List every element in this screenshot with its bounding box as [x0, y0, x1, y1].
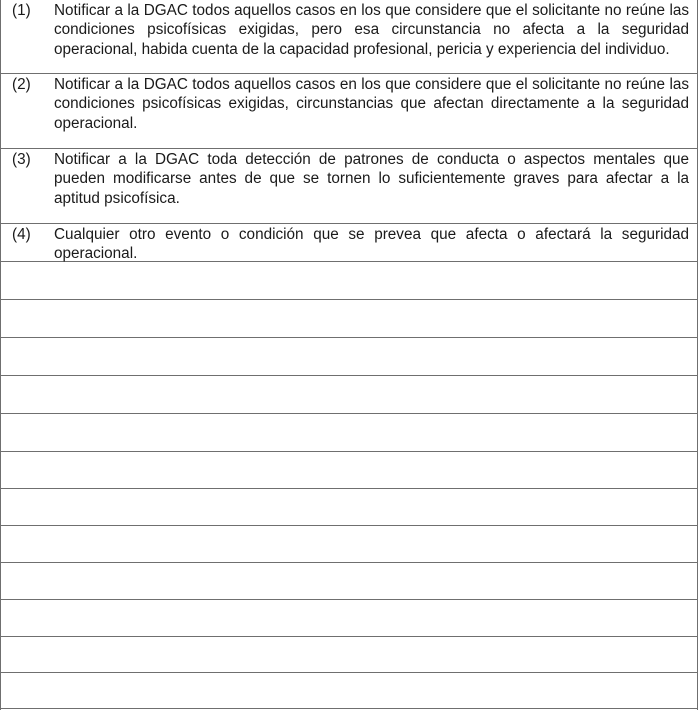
item-text: Notificar a la DGAC toda detección de patrones de conducta o aspectos mentales que pueden modificarse antes de que se tornen lo suficientemente graves para afectar a la aptitud psicofísica.: [54, 151, 689, 207]
empty-row: [1, 489, 697, 526]
item-number: (1): [12, 2, 31, 19]
list-item: [1, 74, 697, 149]
empty-row: [1, 376, 697, 414]
item-number: (3): [12, 151, 31, 168]
empty-row: [1, 300, 697, 338]
item-text: Cualquier otro evento o condición que se prevea que afecta o afectará la seguridad operacional.: [54, 226, 689, 263]
item-number: (2): [12, 76, 31, 93]
empty-row: [1, 338, 697, 376]
empty-row: [1, 452, 697, 489]
empty-row: [1, 414, 697, 452]
empty-row: [1, 600, 697, 637]
empty-row: [1, 673, 697, 709]
item-text: Notificar a la DGAC todos aquellos casos en los que considere que el solicitante no reúne las condiciones psicofísicas exigidas, circunstancias que afectan directamente a la seguridad operacional.: [54, 76, 689, 132]
empty-row: [1, 262, 697, 300]
list-item: [1, 0, 697, 74]
item-text: Notificar a la DGAC todos aquellos casos en los que considere que el solicitante no reúne las condiciones psicofísicas exigidas, pero esa circunstancia no afecta a la seguridad operacional, habida cuenta de la capacidad profesional, pericia y experiencia del individuo.: [54, 2, 689, 58]
item-number: (4): [12, 226, 31, 243]
empty-row: [1, 526, 697, 563]
empty-row: [1, 563, 697, 600]
list-item: [1, 149, 697, 224]
empty-row: [1, 637, 697, 673]
list-item: [1, 224, 697, 262]
